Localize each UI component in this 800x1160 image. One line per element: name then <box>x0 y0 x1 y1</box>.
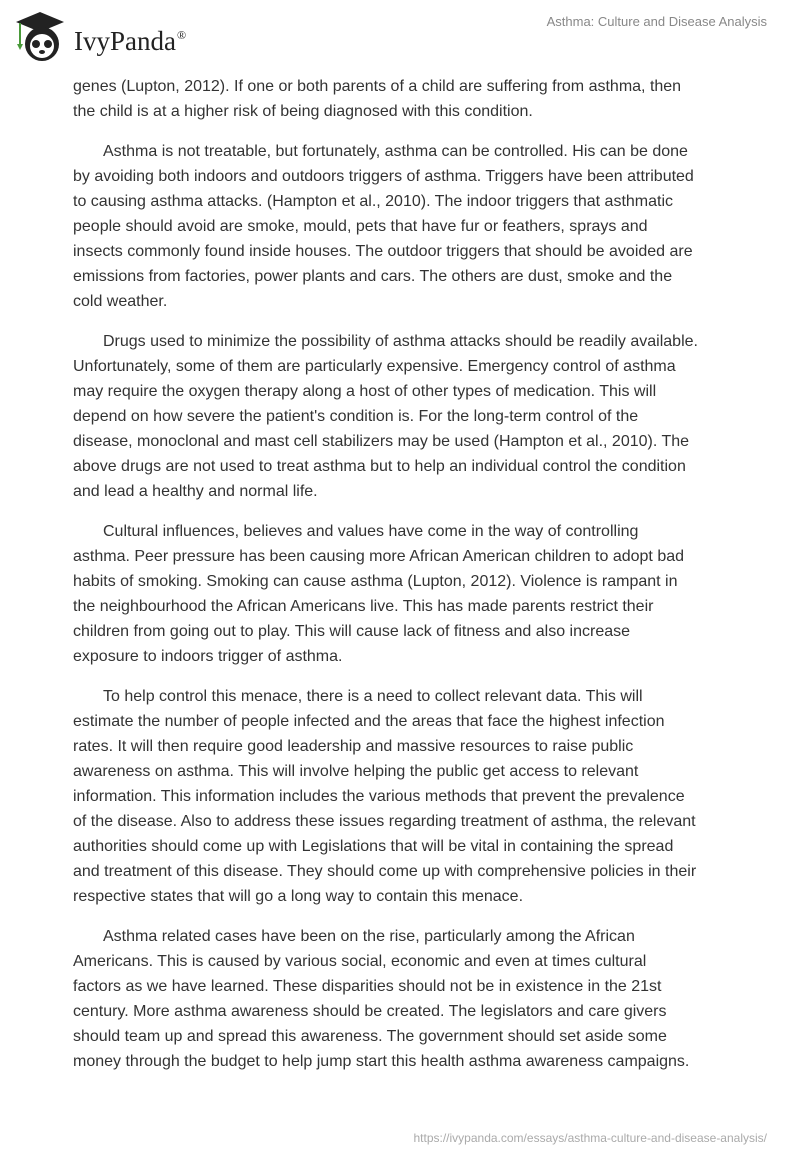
text-line: respective states that will go a long way to contain this menace. <box>73 888 524 905</box>
text-line: cold weather. <box>73 293 168 310</box>
registered-mark: ® <box>176 28 187 42</box>
text-line: awareness on asthma. This will involve helping the public get access to relevant <box>73 763 639 780</box>
page-url[interactable]: https://ivypanda.com/essays/asthma-culture-and-disease-analysis/ <box>413 1131 767 1145</box>
text-line: emissions from factories, power plants and cars. The others are dust, smoke and the <box>73 268 673 285</box>
text-line: exposure to indoors trigger of asthma. <box>73 648 343 665</box>
text-line: Asthma is not treatable, but fortunately, asthma can be controlled. His can be done <box>103 143 688 160</box>
text-line: habits of smoking. Smoking can cause asthma (Lupton, 2012). Violence is rampant in <box>73 573 678 590</box>
text-line: may require the oxygen therapy along a host of other types of medication. This will <box>73 383 657 400</box>
text-line: depend on how severe the patient's condition is. For the long-term control of the <box>73 408 639 425</box>
text-line: above drugs are not used to treat asthma but to help an individual control the condition <box>73 458 686 475</box>
text-line: information. This information includes the various methods that prevent the prevalence <box>73 788 685 805</box>
text-line: genes (Lupton, 2012). If one or both parents of a child are suffering from asthma, then <box>73 78 682 95</box>
text-line: authorities should come up with Legislations that will be vital in containing the spread <box>73 838 674 855</box>
paragraph <box>73 519 733 669</box>
text-line: the child is at a higher risk of being diagnosed with this condition. <box>73 103 533 120</box>
text-line: estimate the number of people infected and the areas that face the highest infection <box>73 713 665 730</box>
text-line: Americans. This is caused by various social, economic and even at times cultural <box>73 953 647 970</box>
text-line: To help control this menace, there is a need to collect relevant data. This will <box>103 688 643 705</box>
document-title: Asthma: Culture and Disease Analysis <box>546 14 767 29</box>
text-line: Unfortunately, some of them are particularly expensive. Emergency control of asthma <box>73 358 676 375</box>
text-line: should team up and spread this awareness. The government should set aside some <box>73 1028 667 1045</box>
text-line: disease, monoclonal and mast cell stabilizers may be used (Hampton et al., 2010). The <box>73 433 690 450</box>
text-line: and treatment of this disease. They should come up with comprehensive policies in their <box>73 863 697 880</box>
panda-logo-icon <box>12 8 68 64</box>
text-line: factors as we have learned. These disparities should not be in existence in the 21st <box>73 978 662 995</box>
paragraph <box>73 924 733 1074</box>
paragraph <box>73 329 733 504</box>
text-line: money through the budget to help jump start this health asthma awareness campaigns. <box>73 1053 690 1070</box>
text-line: century. More asthma awareness should be created. The legislators and care givers <box>73 1003 667 1020</box>
text-line: children from going out to play. This will cause lack of fitness and also increase <box>73 623 631 640</box>
text-line: to causing asthma attacks. (Hampton et al., 2010). The indoor triggers that asthmatic <box>73 193 674 210</box>
text-line: people should avoid are smoke, mould, pets that have fur or feathers, sprays and <box>73 218 648 235</box>
text-line: of the disease. Also to address these issues regarding treatment of asthma, the relevant <box>73 813 696 830</box>
paragraph <box>73 684 733 909</box>
text-line: insects commonly found inside houses. The outdoor triggers that should be avoided are <box>73 243 693 260</box>
text-line: by avoiding both indoors and outdoors triggers of asthma. Triggers have been attributed <box>73 168 694 185</box>
text-line: Asthma related cases have been on the rise, particularly among the African <box>103 928 635 945</box>
text-line: Drugs used to minimize the possibility of asthma attacks should be readily available. <box>103 333 698 350</box>
text-line: rates. It will then require good leadership and massive resources to raise public <box>73 738 634 755</box>
logo-name: IvyPanda <box>74 26 176 56</box>
essay-body <box>73 74 733 1089</box>
paragraph <box>73 139 733 314</box>
text-line: Cultural influences, believes and values have come in the way of controlling <box>103 523 639 540</box>
ivypanda-logo[interactable] <box>12 8 186 64</box>
text-line: asthma. Peer pressure has been causing more African American children to adopt bad <box>73 548 685 565</box>
text-line: the neighbourhood the African Americans live. This has made parents restrict their <box>73 598 654 615</box>
text-line: and lead a healthy and normal life. <box>73 483 318 500</box>
paragraph <box>73 74 733 124</box>
